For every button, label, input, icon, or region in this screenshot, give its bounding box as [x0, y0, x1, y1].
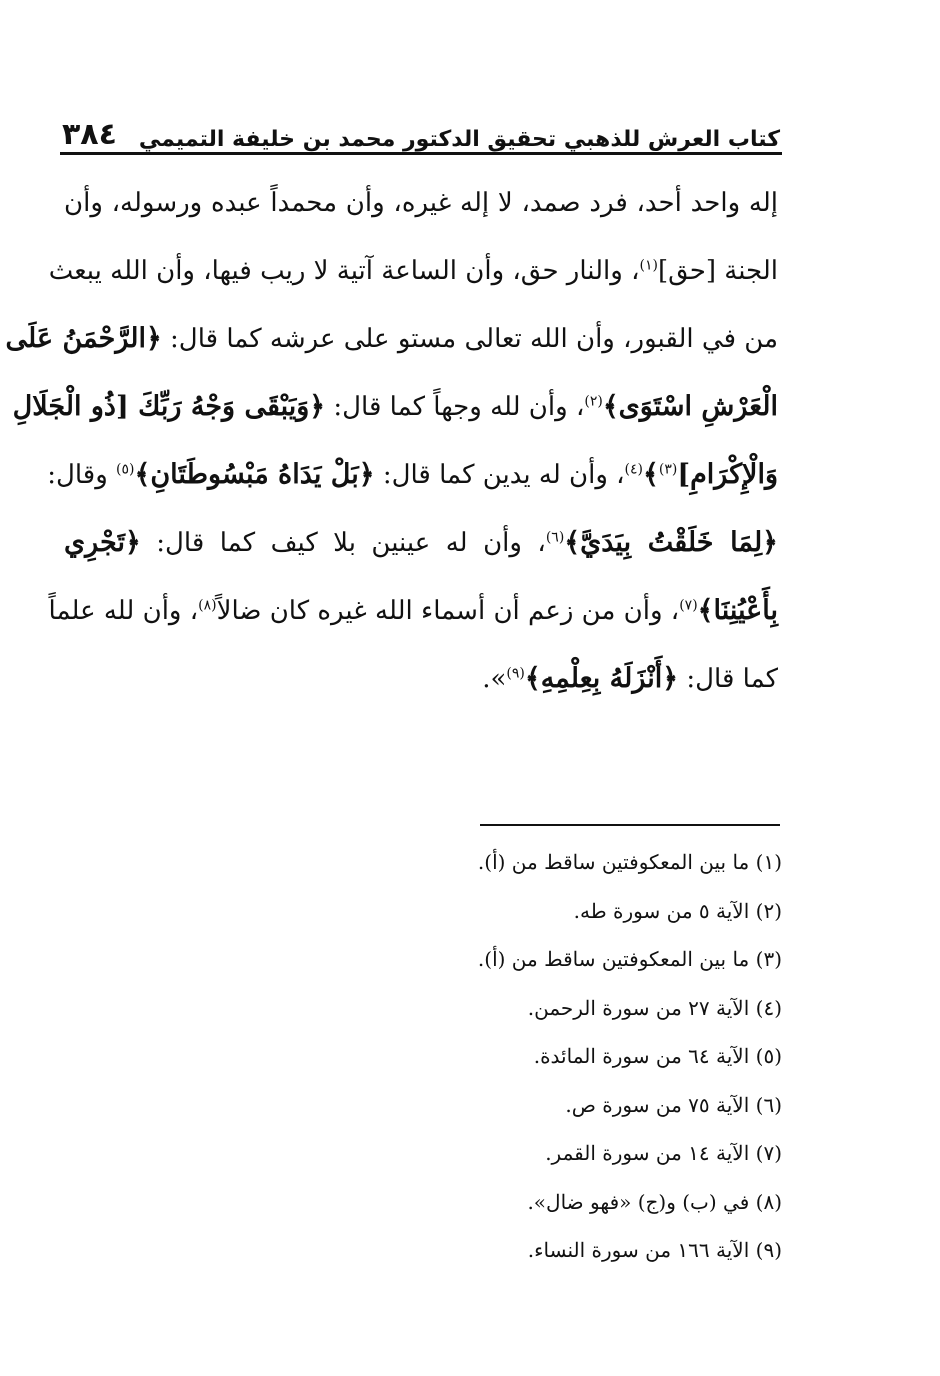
running-header: [62, 108, 780, 152]
footnote-ref-5: (٥): [116, 461, 135, 478]
footnote-ref-8: (٨): [198, 597, 217, 614]
quran-verse: ﴿أَنْزَلَهُ بِعِلْمِهِ﴾: [524, 663, 679, 694]
footnote-ref-2: (٢): [584, 393, 603, 410]
quran-verse: ﴿لِمَا خَلَقْتُ بِيَدَيَّ﴾: [564, 527, 778, 558]
text-line-1: إله واحد أحد، فرد صمد، لا إله غيره، وأن محمداً عبده ورسوله، وأن: [64, 188, 778, 218]
quran-verse: الْعَرْشِ اسْتَوَى﴾: [602, 391, 778, 422]
quran-verse: ﴿بَلْ يَدَاهُ مَبْسُوطَتَانِ﴾: [134, 459, 375, 490]
footnote-ref-3: (٣): [658, 461, 678, 478]
footnote-ref-9: (٩): [506, 665, 525, 682]
footnote-9: (٩) الآية ١٦٦ من سورة النساء.: [527, 1238, 782, 1262]
footnote-rule: [480, 824, 780, 826]
text-line-4: الْعَرْشِ اسْتَوَى﴾$^{(٢)}$، وأن لله وجهاً كما قال: ﴿وَيَبْقَى وَجْهُ رَبِّكَ [ذُو الْجَلَالِ: [12, 391, 778, 422]
text-line-5: وَالْإِكْرَامِ]$^{(٣)}$﴾$^{(٤)}$، وأن له يدين كما قال: ﴿بَلْ يَدَاهُ مَبْسُوطَتَانِ﴾$^{(٥)}$ وقال:: [47, 459, 778, 490]
footnote-ref-7: (٧): [679, 597, 698, 614]
footnote-7: (٧) الآية ١٤ من سورة القمر.: [545, 1141, 782, 1165]
quran-verse: ﴿تَجْرِي: [64, 527, 141, 558]
footnote-ref-1: (١): [639, 257, 658, 274]
text-line-8: كما قال: ﴿أَنْزَلَهُ بِعِلْمِهِ﴾$^{(٩)}$».: [482, 663, 778, 694]
header-rule: [60, 152, 782, 155]
footnote-2: (٢) الآية ٥ من سورة طه.: [573, 898, 782, 923]
page-number: ٣٨٤: [62, 117, 117, 152]
footnote-ref-4: (٤): [624, 461, 644, 478]
footnote-6: (٦) الآية ٧٥ من سورة ص.: [565, 1092, 782, 1117]
footnote-5: (٥) الآية ٦٤ من سورة المائدة.: [533, 1044, 782, 1068]
text-line-6: ﴿لِمَا خَلَقْتُ بِيَدَيَّ﴾$^{(٦)}$، وأن له عينين بلا كيف كما قال: ﴿تَجْرِي: [64, 527, 778, 558]
quran-verse: ﴿وَيَبْقَى وَجْهُ رَبِّكَ [ذُو الْجَلَالِ: [12, 391, 326, 422]
footnote-1: (١) ما بين المعكوفتين ساقط من (أ).: [477, 850, 782, 874]
body-text: [5, 175, 778, 719]
footnote-4: (٤) الآية ٢٧ من سورة الرحمن.: [527, 995, 782, 1020]
footnote-3: (٣) ما بين المعكوفتين ساقط من (أ).: [477, 947, 782, 971]
text-line-3: من في القبور، وأن الله تعالى مستو على عرشه كما قال: ﴿الرَّحْمَنُ عَلَى: [5, 323, 778, 354]
footnote-ref-6: (٦): [545, 529, 565, 546]
header-title: كتاب العرش للذهبي تحقيق الدكتور محمد بن خليفة التميمي: [138, 127, 780, 152]
footnotes: [300, 842, 782, 1279]
text-line-7: بِأَعْيُنِنَا﴾$^{(٧)}$، وأن من زعم أن أسماء الله غيره كان ضالاً$^{(٨)}$، وأن لله علماً: [48, 595, 778, 626]
quran-verse: بِأَعْيُنِنَا﴾: [697, 595, 778, 626]
footnote-8: (٨) في (ب) و(ج) «فهو ضال».: [527, 1189, 782, 1214]
quran-verse: وَالْإِكْرَامِ]: [677, 459, 778, 490]
quran-verse: ﴿الرَّحْمَنُ عَلَى: [5, 323, 162, 354]
text-line-2: الجنة [حق]$^{(١)}$، والنار حق، وأن الساعة آتية لا ريب فيها، وأن الله يبعث: [48, 256, 778, 286]
